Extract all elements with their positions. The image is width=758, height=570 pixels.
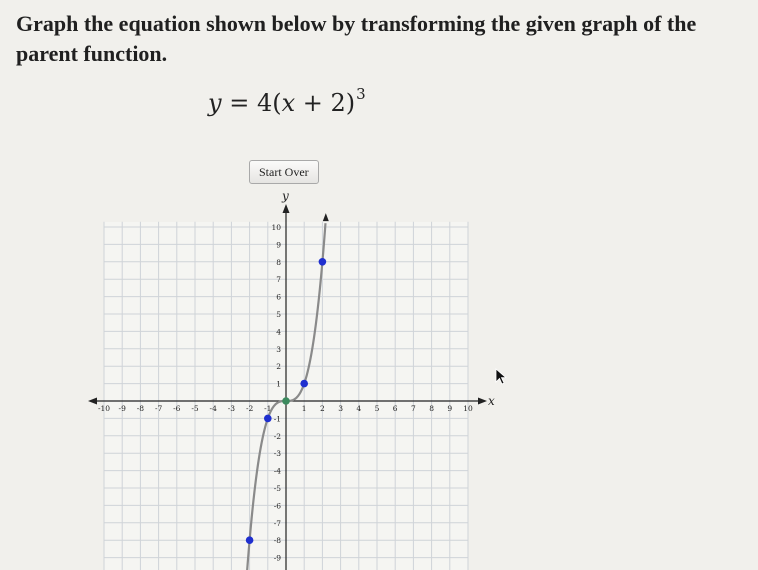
y-axis-label: y [282, 189, 289, 203]
x-tick-label: -7 [154, 404, 163, 413]
equation-exponent: 3 [356, 85, 366, 103]
y-tick-label: 6 [276, 292, 281, 302]
x-axis-left-arrow-icon [88, 398, 97, 405]
y-tick-label: 3 [276, 344, 281, 354]
equation-variable: x [281, 89, 296, 117]
start-over-button[interactable]: Start Over [249, 160, 319, 184]
y-tick-label: 10 [271, 223, 281, 232]
x-tick-label: 6 [392, 404, 398, 413]
curve-point[interactable] [264, 415, 272, 423]
equation-close-paren: ) [345, 89, 356, 117]
x-axis-label: x [488, 394, 495, 408]
instruction-text: Graph the equation shown below by transforming the given graph of the parent function. [16, 11, 697, 66]
y-tick-label: -6 [273, 501, 281, 511]
x-tick-label: -10 [97, 404, 111, 413]
x-tick-label: 7 [411, 404, 416, 413]
y-tick-label: 5 [276, 310, 281, 319]
x-tick-label: -2 [245, 404, 254, 413]
x-tick-label: -6 [173, 404, 181, 413]
y-tick-label: 8 [276, 257, 281, 267]
equation-open-paren: ( [272, 89, 282, 117]
y-tick-label: -9 [273, 553, 281, 563]
y-tick-label: 2 [276, 362, 281, 372]
y-tick-label: -1 [273, 414, 281, 424]
equation-shift: + 2 [295, 89, 346, 117]
center-point[interactable] [282, 397, 290, 405]
x-tick-label: -1 [264, 404, 272, 413]
curve-point[interactable] [300, 380, 308, 388]
equation-coefficient: 4 [256, 89, 273, 117]
y-tick-label: -8 [273, 536, 281, 546]
y-tick-label: 4 [276, 327, 281, 337]
x-tick-label: -8 [136, 404, 145, 413]
y-tick-label: 9 [276, 240, 281, 250]
x-tick-label: -5 [191, 404, 199, 413]
curve-arrow-up-icon [323, 213, 329, 221]
y-tick-label: -5 [273, 484, 281, 493]
y-tick-label: 7 [276, 275, 281, 285]
x-tick-label: 8 [429, 404, 434, 413]
y-tick-label: -2 [273, 431, 281, 441]
y-axis-up-arrow-icon [283, 204, 290, 213]
equation-lhs: y [208, 89, 222, 117]
x-tick-label: 2 [320, 404, 325, 413]
x-tick-label: 10 [463, 404, 473, 413]
x-tick-label: -3 [227, 404, 236, 413]
y-tick-label: -3 [273, 449, 281, 459]
x-tick-label: -4 [209, 404, 217, 413]
curve-point[interactable] [246, 536, 254, 544]
x-tick-label: 1 [301, 404, 307, 413]
x-tick-label: 5 [374, 404, 380, 413]
y-tick-label: 1 [276, 379, 281, 389]
x-tick-label: 4 [356, 404, 362, 413]
mouse-cursor-icon [495, 368, 509, 386]
y-tick-label: -4 [273, 466, 281, 476]
y-tick-label: -7 [273, 518, 281, 528]
x-tick-label: 9 [447, 404, 453, 413]
x-axis-right-arrow-icon [478, 398, 487, 405]
x-tick-label: 3 [338, 404, 343, 413]
equation-equals: = [221, 89, 257, 117]
curve-point[interactable] [319, 258, 327, 266]
x-tick-label: -9 [118, 404, 126, 413]
